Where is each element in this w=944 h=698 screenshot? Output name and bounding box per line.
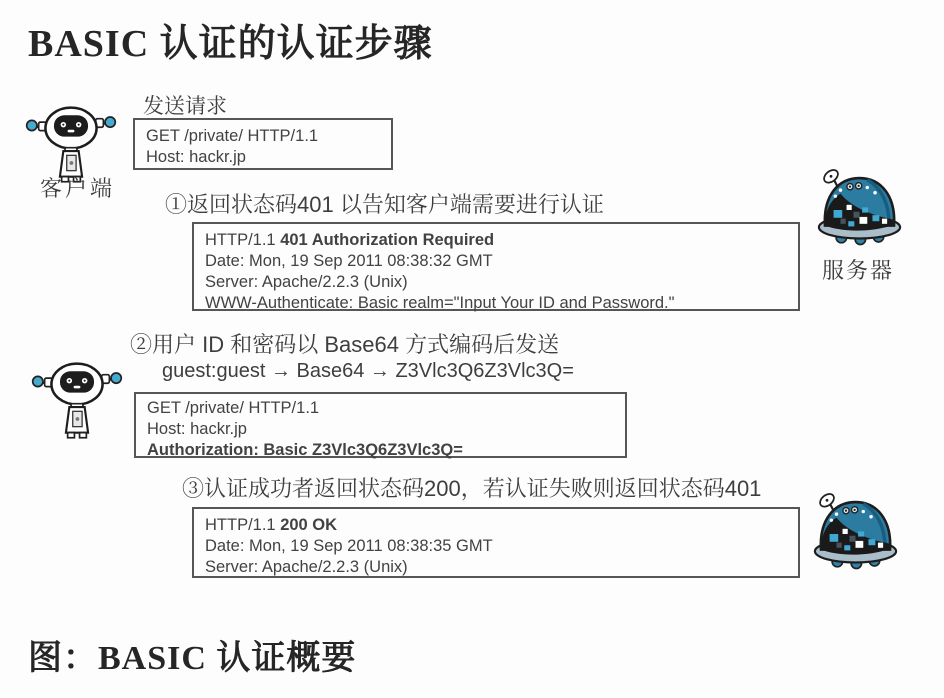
server-ufo-robot-icon [808, 490, 903, 578]
request2-host: Host: hackr.jp [147, 420, 247, 438]
status-401: 401 Authorization Required [280, 231, 495, 249]
request1-host: Host: hackr.jp [146, 148, 246, 166]
figure-caption: 图：BASIC 认证概要 [28, 640, 357, 677]
status-200: 200 OK [280, 516, 338, 534]
response401-box [192, 222, 800, 311]
step2-header: ②用户 ID 和密码以 Base64 方式编码后发送 [130, 332, 560, 357]
send-request-label: 发送请求 [143, 95, 227, 118]
response401-server: Server: Apache/2.2.3 (Unix) [205, 273, 408, 291]
client-actor-bottom [30, 350, 124, 442]
request1-line: GET /private/ HTTP/1.1 [146, 127, 319, 145]
http-version: HTTP/1.1 [205, 231, 281, 249]
server-actor-bottom [808, 490, 903, 578]
request2-box [134, 392, 627, 458]
server-actor-top [812, 166, 907, 254]
request1-box [133, 118, 393, 170]
response401-www-authenticate: WWW-Authenticate: Basic realm="Input Your ID and Password." [205, 294, 675, 312]
base64-encoding-line: guest:guest → Base64 → Z3Vlc3Q6Z3Vlc3Q= [162, 360, 574, 382]
request2-authorization: Authorization: Basic Z3Vlc3Q6Z3Vlc3Q= [147, 441, 463, 459]
server-ufo-robot-icon [812, 166, 907, 254]
page-title: BASIC 认证的认证步骤 [28, 23, 433, 65]
response200-date: Date: Mon, 19 Sep 2011 08:38:35 GMT [205, 537, 493, 555]
request2-line: GET /private/ HTTP/1.1 [147, 399, 320, 417]
step1-header: ①返回状态码401 以告知客户端需要进行认证 [165, 192, 604, 217]
response200-status-line [205, 515, 788, 536]
response401-date: Date: Mon, 19 Sep 2011 08:38:32 GMT [205, 252, 493, 270]
step3-header: ③认证成功者返回状态码200，若认证失败则返回状态码401 [182, 476, 762, 501]
response200-server: Server: Apache/2.2.3 (Unix) [205, 558, 408, 576]
client-robot-icon [30, 350, 124, 442]
response200-box [192, 507, 800, 578]
client-label: 客户端 [40, 176, 116, 201]
http-version: HTTP/1.1 [205, 516, 281, 534]
response401-status-line [205, 230, 788, 251]
server-label: 服务器 [822, 258, 895, 283]
